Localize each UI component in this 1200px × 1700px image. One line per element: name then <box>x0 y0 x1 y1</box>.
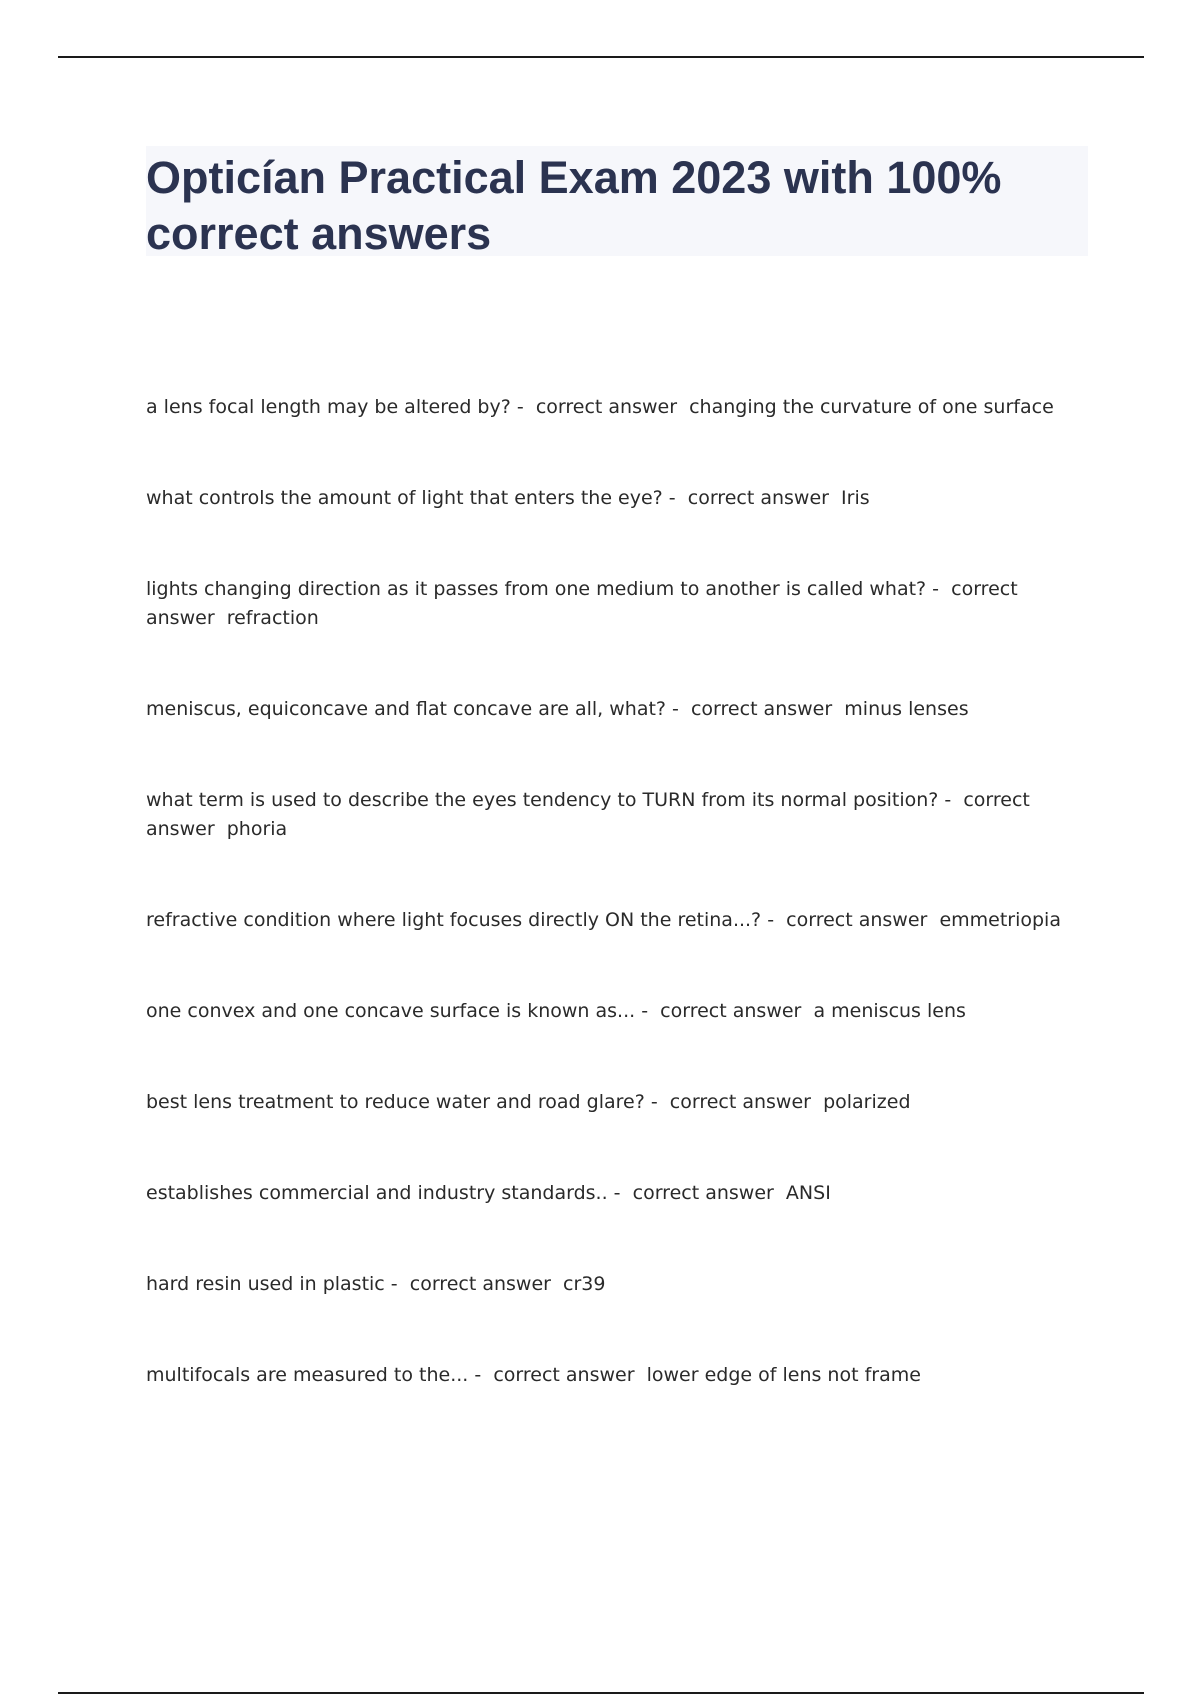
answer-text: phoria <box>226 818 288 840</box>
answer-text: lower edge of lens not frame <box>646 1364 921 1386</box>
qa-item <box>146 1361 1086 1452</box>
answer-text: minus lenses <box>844 698 969 720</box>
bottom-rule <box>58 1692 1144 1694</box>
separator: - <box>926 578 952 600</box>
qa-item <box>146 484 1086 575</box>
separator: - <box>635 1000 661 1022</box>
separator: - <box>644 1091 670 1113</box>
answer-label: correct answer <box>632 1182 774 1204</box>
answer-text: cr39 <box>563 1273 606 1295</box>
answer-text: changing the curvature of one surface <box>689 396 1054 418</box>
question-text: what term is used to describe the eyes tendency to TURN from its normal position? <box>146 789 939 811</box>
answer-label: correct answer <box>660 1000 802 1022</box>
separator: - <box>662 487 688 509</box>
qa-item <box>146 695 1086 786</box>
question-text: refractive condition where light focuses directly ON the retina...? <box>146 909 762 931</box>
answer-text: a meniscus lens <box>813 1000 966 1022</box>
title-banner <box>146 146 1088 259</box>
qa-item <box>146 1270 1086 1361</box>
question-text: one convex and one concave surface is known as... <box>146 1000 636 1022</box>
answer-label: correct answer <box>146 578 1018 629</box>
separator: - <box>384 1273 410 1295</box>
answer-text: Iris <box>841 487 870 509</box>
answer-text: polarized <box>823 1091 911 1113</box>
answer-label: correct answer <box>687 487 829 509</box>
answer-label: correct answer <box>786 909 928 931</box>
qa-item <box>146 1179 1086 1270</box>
answer-text: emmetriopia <box>939 909 1061 931</box>
question-text: establishes commercial and industry standards.. <box>146 1182 608 1204</box>
answer-label: correct answer <box>146 789 1030 840</box>
answer-label: correct answer <box>669 1091 811 1113</box>
answer-text: refraction <box>226 607 319 629</box>
question-text: best lens treatment to reduce water and road glare? <box>146 1091 645 1113</box>
answer-label: correct answer <box>690 698 833 720</box>
separator: - <box>510 396 536 418</box>
question-text: what controls the amount of light that enters the eye? <box>146 487 663 509</box>
top-rule <box>58 56 1144 58</box>
question-text: a lens focal length may be altered by? <box>146 396 511 418</box>
question-text: multifocals are measured to the... <box>146 1364 469 1386</box>
separator: - <box>761 909 787 931</box>
qa-item <box>146 575 1086 695</box>
answer-text: ANSI <box>785 1182 831 1204</box>
qa-item <box>146 997 1086 1088</box>
answer-label: correct answer <box>493 1364 635 1386</box>
qa-item <box>146 786 1086 906</box>
separator: - <box>666 698 691 720</box>
qa-item <box>146 393 1086 484</box>
separator: - <box>607 1182 633 1204</box>
question-text: lights changing direction as it passes from one medium to another is called what? <box>146 578 927 600</box>
separator: - <box>468 1364 494 1386</box>
qa-list <box>146 393 1086 1452</box>
answer-label: correct answer <box>409 1273 551 1295</box>
question-text: meniscus, equiconcave and flat concave are all, what? <box>146 698 666 720</box>
qa-item <box>146 906 1086 997</box>
separator: - <box>938 789 964 811</box>
question-text: hard resin used in plastic <box>146 1273 385 1295</box>
answer-label: correct answer <box>535 396 678 418</box>
document-title: Opticían Practical Exam 2023 with 100% correct answers <box>146 152 1002 259</box>
qa-item <box>146 1088 1086 1179</box>
